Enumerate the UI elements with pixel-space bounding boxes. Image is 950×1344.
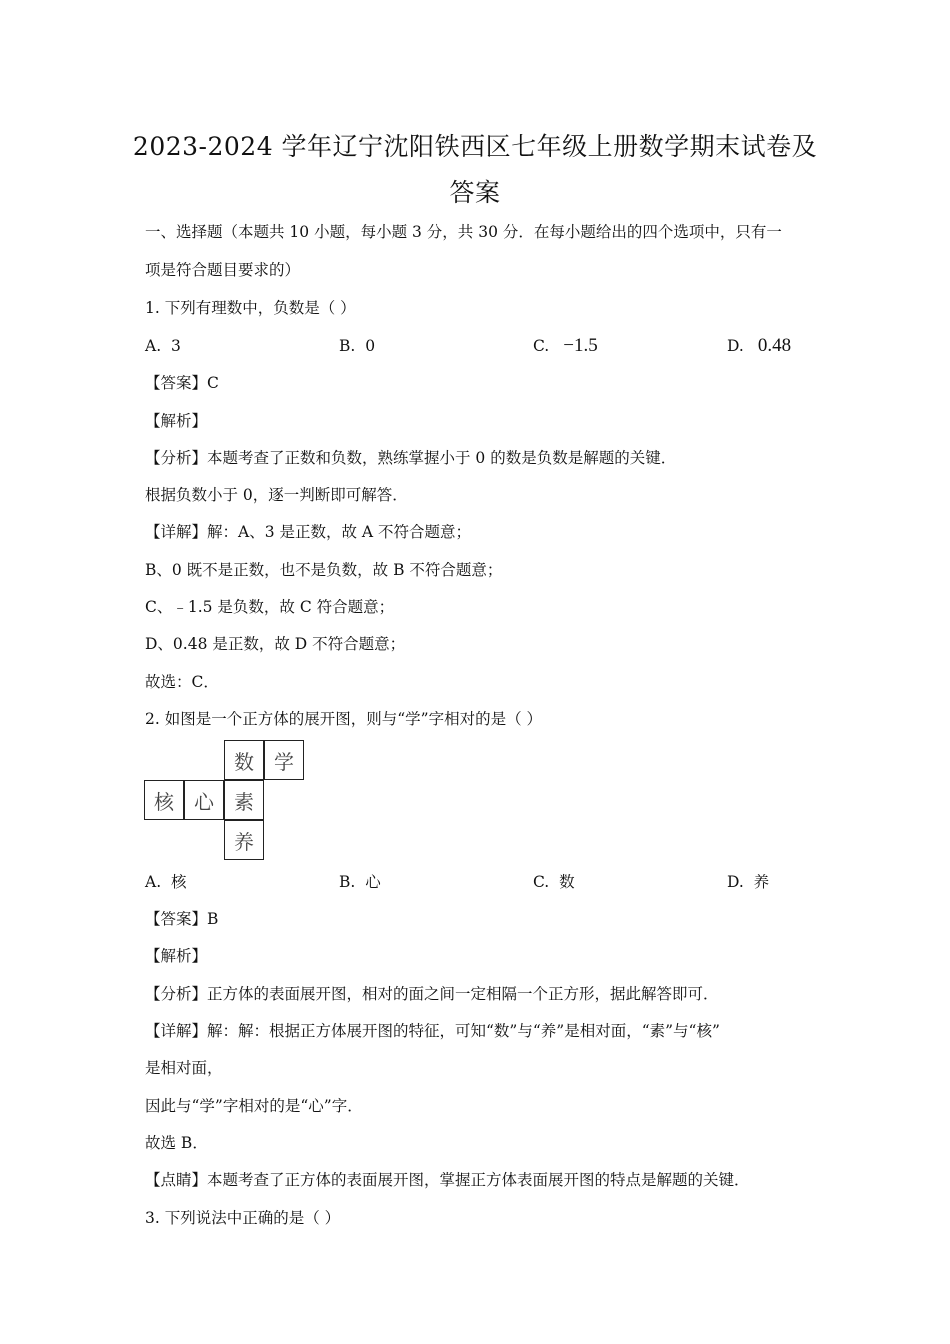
option-value: 0 xyxy=(365,337,376,355)
option-label: C. xyxy=(533,337,550,355)
option-value: 心 xyxy=(365,873,381,891)
option-value: −1.5 xyxy=(563,335,598,356)
q2-detail-line: 因此与“学”字相对的是“心”字． xyxy=(145,1097,363,1115)
q1-option-c xyxy=(533,336,598,356)
q2-option-c xyxy=(533,872,575,892)
question-2-stem: 2. 如图是一个正方体的展开图，则与“学”字相对的是（ ） xyxy=(145,710,542,728)
q2-comment: 【点睛】本题考查了正方体的表面展开图，掌握正方体表面展开图的特点是解题的关键． xyxy=(145,1171,750,1189)
document-title-line1: 2023-2024 学年辽宁沈阳铁西区七年级上册数学期末试卷及 xyxy=(132,132,818,161)
document-title-line2: 答案 xyxy=(449,178,501,207)
option-label: B. xyxy=(339,337,356,355)
q2-option-d xyxy=(727,872,769,892)
q1-detail-line: C、﹣1.5 是负数，故 C 符合题意； xyxy=(145,598,395,616)
q2-option-a xyxy=(145,872,187,892)
q1-option-a xyxy=(145,336,181,356)
section-heading-continued: 项是符合题目要求的） xyxy=(145,261,301,279)
section-heading: 一、选择题（本题共 10 小题，每小题 3 分，共 30 分．在每小题给出的四个选项中，只有一 xyxy=(145,223,782,241)
net-cell-yang: 养 xyxy=(224,820,264,860)
question-3-stem: 3. 下列说法中正确的是（ ） xyxy=(145,1209,341,1227)
q1-analysis-title: 【解析】 xyxy=(145,412,208,430)
option-value: 养 xyxy=(753,873,770,891)
q2-analysis: 【分析】正方体的表面展开图，相对的面之间一定相隔一个正方形，据此解答即可． xyxy=(145,985,719,1003)
option-value: 核 xyxy=(170,873,187,891)
option-label: A. xyxy=(145,337,162,355)
q1-detail-line: 【详解】解：A、3 是正数，故 A 不符合题意； xyxy=(145,523,472,541)
net-cell-su: 素 xyxy=(224,780,264,820)
option-label: C. xyxy=(533,873,550,891)
option-label: D. xyxy=(727,873,744,891)
q1-option-d xyxy=(727,336,791,356)
q2-detail-line: 【详解】解：解：根据正方体展开图的特征，可知“数”与“养”是相对面，“素”与“核” xyxy=(145,1022,720,1040)
q2-analysis-title: 【解析】 xyxy=(145,947,208,965)
question-1-stem: 1. 下列有理数中，负数是（ ） xyxy=(145,299,356,317)
q1-detail-line: B、0 既不是正数，也不是负数，故 B 不符合题意； xyxy=(145,561,503,579)
option-value: 3 xyxy=(170,337,181,355)
net-cell-xue: 学 xyxy=(264,740,304,780)
q2-answer: 【答案】B xyxy=(145,910,219,928)
q2-detail-line: 是相对面， xyxy=(145,1059,223,1077)
option-label: B. xyxy=(339,873,356,891)
q1-analysis: 【分析】本题考查了正数和负数，熟练掌握小于 0 的数是负数是解题的关键． xyxy=(145,449,677,467)
q1-answer: 【答案】C xyxy=(145,374,219,392)
q2-option-b xyxy=(339,872,381,892)
option-value: 0.48 xyxy=(757,335,792,356)
net-cell-xin: 心 xyxy=(184,780,224,820)
cube-net-figure xyxy=(144,740,306,862)
q2-choice: 故选 B． xyxy=(145,1134,208,1152)
q1-detail-line: D、0.48 是正数，故 D 不符合题意； xyxy=(145,635,406,653)
q1-option-b xyxy=(339,336,375,356)
net-cell-he: 核 xyxy=(144,780,184,820)
option-label: D. xyxy=(727,337,744,355)
option-label: A. xyxy=(145,873,162,891)
q1-choice: 故选：C． xyxy=(145,673,219,691)
net-cell-shu: 数 xyxy=(224,740,264,780)
q1-analysis-continued: 根据负数小于 0，逐一判断即可解答． xyxy=(145,486,408,504)
option-value: 数 xyxy=(559,873,575,891)
